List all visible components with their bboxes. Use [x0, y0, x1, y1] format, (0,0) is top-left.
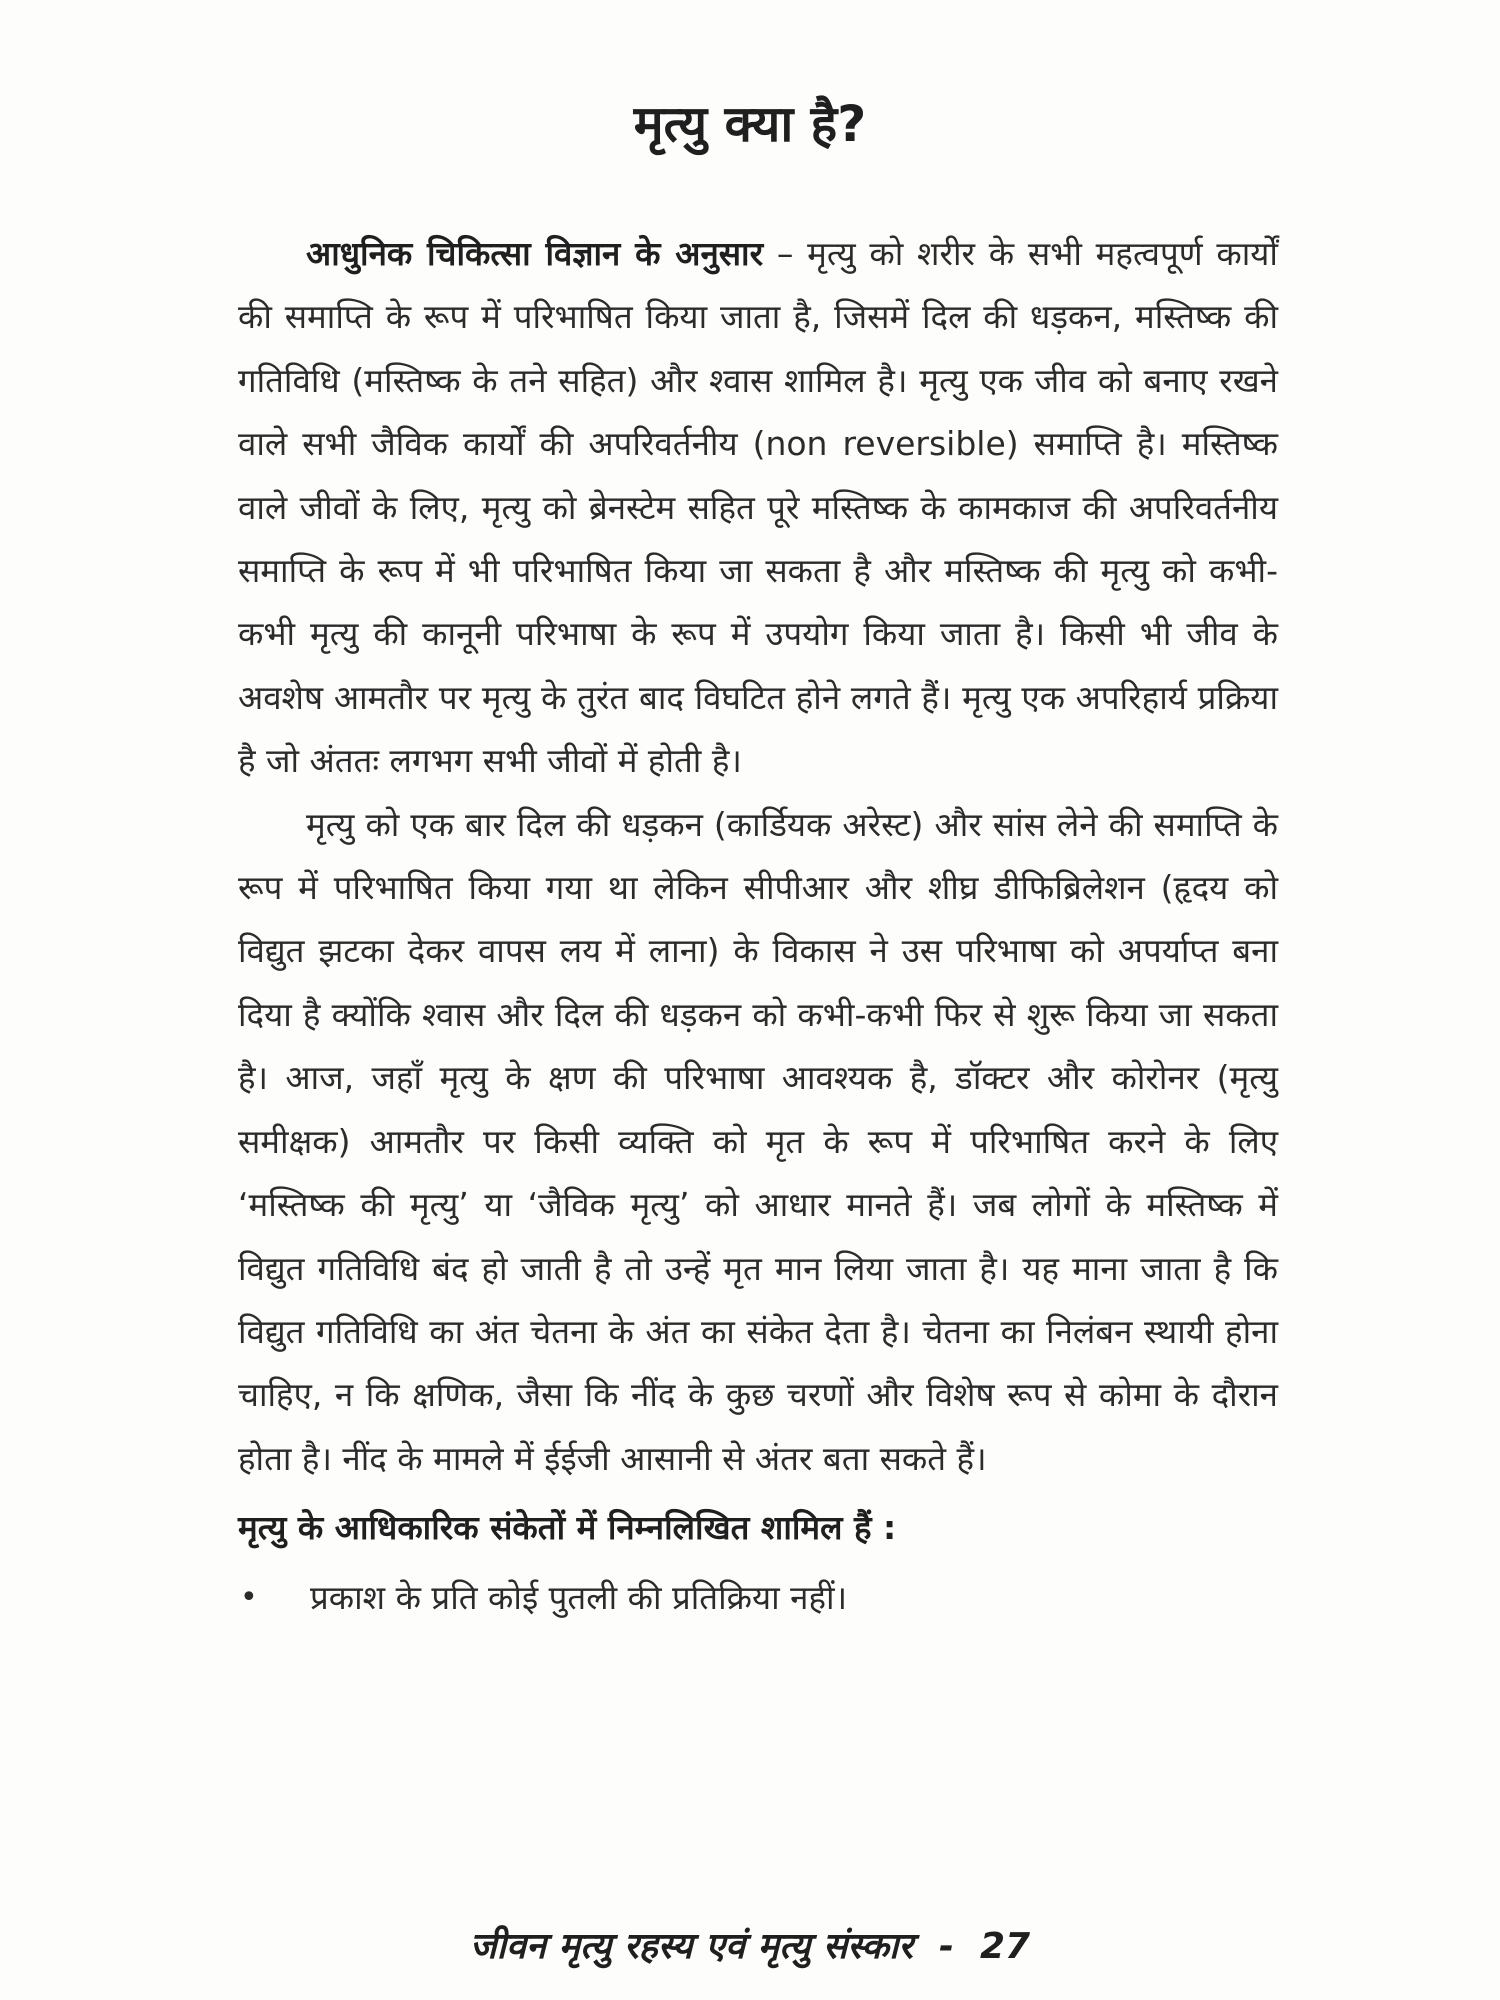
footer-book-title: जीवन मृत्यु रहस्य एवं मृत्यु संस्कार [469, 1926, 913, 1967]
list-item-text: प्रकाश के प्रति कोई पुतली की प्रतिक्रिया नहीं। [310, 1577, 848, 1617]
paragraph-1 [238, 222, 1278, 793]
section-subheading: मृत्यु के आधिकारिक संकेतों में निम्नलिखित शामिल हैं : [238, 1508, 897, 1548]
page-title: मृत्यु क्या है? [633, 94, 867, 153]
signs-list [238, 1566, 1278, 1629]
page-number: 27 [979, 1926, 1031, 1967]
body-content [238, 222, 1278, 1629]
page-footer [0, 1920, 1500, 1969]
footer-separator: - [939, 1926, 954, 1967]
list-item [238, 1566, 1278, 1629]
paragraph-2: मृत्यु को एक बार दिल की धड़कन (कार्डियक अरेस्ट) और सांस लेने की समाप्ति के रूप में परिभाषित किया गया था लेकिन सीपीआर और शीघ्र डीफिब्रिलेशन (हृदय को विद्युत झटका देकर वापस लय में लाना) के विकास ने उस परिभाषा को अपर्याप्त बना दिया है क्योंकि श्वास और दिल की धड़कन को कभी-कभी फिर से शुरू किया जा सकता है। आज, जहाँ मृत्यु के क्षण की परिभाषा आवश्यक है, डॉक्टर और कोरोनर (मृत्यु समीक्षक) आमतौर पर किसी व्यक्ति को मृत के रूप में परिभाषित करने के लिए ‘मस्तिष्क की मृत्यु’ या ‘जैविक मृत्यु’ को आधार मानते हैं। जब लोगों के मस्तिष्क में विद्युत गतिविधि बंद हो जाती है तो उन्हें मृत मान लिया जाता है। यह माना जाता है कि विद्युत गतिविधि का अंत चेतना के अंत का संकेत देता है। चेतना का निलंबन स्थायी होना चाहिए, न कि क्षणिक, जैसा कि नींद के कुछ चरणों और विशेष रूप से कोमा के दौरान होता है। नींद के मामले में ईईजी आसानी से अंतर बता सकते हैं। [238, 804, 1278, 1478]
bullet-icon: • [240, 1579, 258, 1615]
paragraph-1-lead: आधुनिक चिकित्सा विज्ञान के अनुसार [306, 234, 764, 273]
paragraph-1-text: – मृत्यु को शरीर के सभी महत्वपूर्ण कार्यों की समाप्ति के रूप में परिभाषित किया जाता है, जिसमें दिल की धड़कन, मस्तिष्क की गतिविधि (मस्तिष्क के तने सहित) और श्वास शामिल है। मृत्यु एक जीव को बनाए रखने वाले सभी जैविक कार्यों की अपरिवर्तनीय (non reversible) समाप्ति है। मस्तिष्क वाले जीवों के लिए, मृत्यु को ब्रेनस्टेम सहित पूरे मस्तिष्क के कामकाज की अपरिवर्तनीय समाप्ति के रूप में भी परिभाषित किया जा सकता है और मस्तिष्क की मृत्यु को कभी-कभी मृत्यु की कानूनी परिभाषा के रूप में उपयोग किया जाता है। किसी भी जीव के अवशेष आमतौर पर मृत्यु के तुरंत बाद विघटित होने लगते हैं। मृत्यु एक अपरिहार्य प्रक्रिया है जो अंततः लगभग सभी जीवों में होती है। [238, 234, 1278, 781]
